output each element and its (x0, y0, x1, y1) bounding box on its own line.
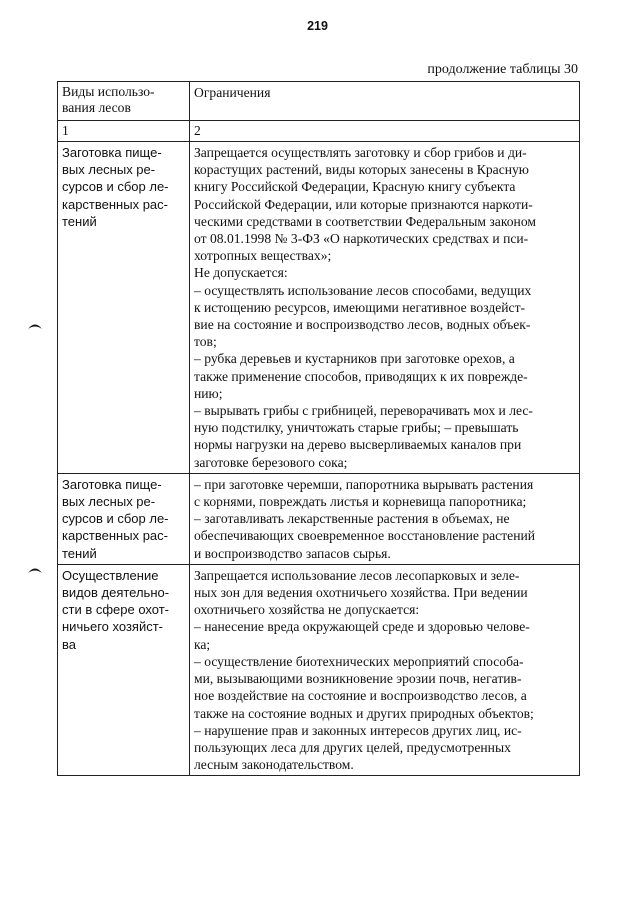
forest-use-line: сурсов и сбор ле- (62, 179, 169, 195)
restriction-line: корастущих растений, виды которых занесены в Красную (194, 162, 529, 178)
restriction-line: ное воздействие на состояние и воспроизводство лесов, а (194, 688, 527, 704)
restriction-line: вие на состояние и воспроизводство лесов, водных объек- (194, 317, 531, 333)
restriction-line: пользующих леса для других целей, предусмотренных (194, 739, 511, 755)
column-number: 1 (58, 121, 190, 142)
restriction-line: ных зон для ведения охотничьего хозяйства. При ведении (194, 585, 528, 601)
restriction-line: – рубка деревьев и кустарников при заготовке орехов, а (194, 351, 515, 367)
column-number: 2 (190, 121, 580, 142)
restriction-line: Не допускается: (194, 265, 288, 281)
restriction-line: ка; (194, 636, 211, 652)
restriction-line: – заготавливать лекарственные растения в объемах, не (194, 511, 510, 527)
restrictions-cell (190, 564, 580, 775)
restriction-line: ческими средствами в соответствии Федеральным законом (194, 213, 536, 229)
restriction-line: обеспечивающих своевременное восстановление растений (194, 528, 536, 544)
forest-use-line: тений (62, 545, 97, 561)
forest-use-line: Заготовка пище- (62, 476, 162, 492)
header-forest-use (58, 82, 190, 121)
restriction-line: – нанесение вреда окружающей среде и здоровью челове- (194, 619, 530, 635)
punch-mark-icon (28, 322, 42, 329)
restriction-line: – нарушение прав и законных интересов других лиц, ис- (194, 722, 522, 738)
restriction-line: – вырывать грибы с грибницей, переворачивать мох и лес- (194, 403, 533, 419)
restriction-line: – осуществление биотехнических мероприятий способа- (194, 653, 524, 669)
restriction-line: охотничьего хозяйства не допускается: (194, 602, 420, 618)
restriction-line: и воспроизводство запасов сырья. (194, 545, 391, 561)
restriction-line: книгу Российской Федерации, Красную книгу субъекта (194, 179, 516, 195)
table-row (58, 142, 580, 474)
forest-use-line: сурсов и сбор ле- (62, 511, 169, 527)
restriction-line: ную подстилку, уничтожать старые грибы; – превышать (194, 420, 519, 436)
restriction-line: лесным законодательством. (194, 757, 354, 773)
restrictions-cell (190, 142, 580, 474)
restriction-line: ми, вызывающими возникновение эрозии почв, негатив- (194, 671, 522, 687)
column-number-row (58, 121, 580, 142)
forest-use-line: ничьего хозяйст- (62, 619, 163, 635)
restriction-line: – при заготовке черемши, папоротника вырывать растения (194, 476, 534, 492)
restriction-line: с корнями, повреждать листья и корневища папоротника; (194, 494, 527, 510)
forest-use-line: вых лесных ре- (62, 494, 156, 510)
forest-use-line: Осуществление (62, 567, 159, 583)
table-continuation-label: продолжение таблицы 30 (427, 62, 578, 77)
restriction-line: Запрещается использование лесов лесопарковых и зеле- (194, 567, 520, 583)
restriction-line: заготовке березового сока; (194, 454, 348, 470)
restriction-line: также применение способов, приводящих к их поврежде- (194, 368, 528, 384)
restriction-line: также на состояние водных и других природных объектов; (194, 705, 534, 721)
restriction-line: Российской Федерации, или которые признаются наркоти- (194, 196, 533, 212)
restriction-line: от 08.01.1998 № 3-ФЗ «О наркотических средствах и пси- (194, 231, 529, 247)
forest-use-line: сти в сфере охот- (62, 602, 170, 618)
header-text: Виды использо- (62, 84, 155, 99)
table-row (58, 473, 580, 564)
header-restrictions: Ограничения (190, 82, 580, 121)
table-header-row (58, 82, 580, 121)
punch-mark-icon (28, 566, 42, 573)
forest-use-cell (58, 142, 190, 474)
forest-use-cell (58, 473, 190, 564)
forest-use-line: карственных рас- (62, 196, 168, 212)
page-number: 219 (307, 19, 328, 33)
forest-use-line: вых лесных ре- (62, 162, 156, 178)
forest-use-line: ва (62, 636, 76, 652)
forest-use-line: Заготовка пище- (62, 145, 162, 160)
header-text: вания лесов (62, 100, 131, 115)
restriction-line: хотропных веществах»; (194, 248, 332, 264)
restriction-line: нормы нагрузки на дерево высверливаемых каналов при (194, 437, 522, 453)
restrictions-table (57, 81, 580, 776)
restriction-line: Запрещается осуществлять заготовку и сбор грибов и ди- (194, 145, 527, 160)
forest-use-cell (58, 564, 190, 775)
forest-use-line: тений (62, 213, 97, 229)
table-row (58, 564, 580, 775)
forest-use-line: видов деятельно- (62, 585, 170, 601)
restriction-line: тов; (194, 334, 217, 350)
restrictions-cell (190, 473, 580, 564)
forest-use-line: карственных рас- (62, 528, 168, 544)
restriction-line: к истощению ресурсов, имеющими негативное воздейст- (194, 299, 526, 315)
restriction-line: нию; (194, 385, 223, 401)
restriction-line: – осуществлять использование лесов способами, ведущих (194, 282, 532, 298)
